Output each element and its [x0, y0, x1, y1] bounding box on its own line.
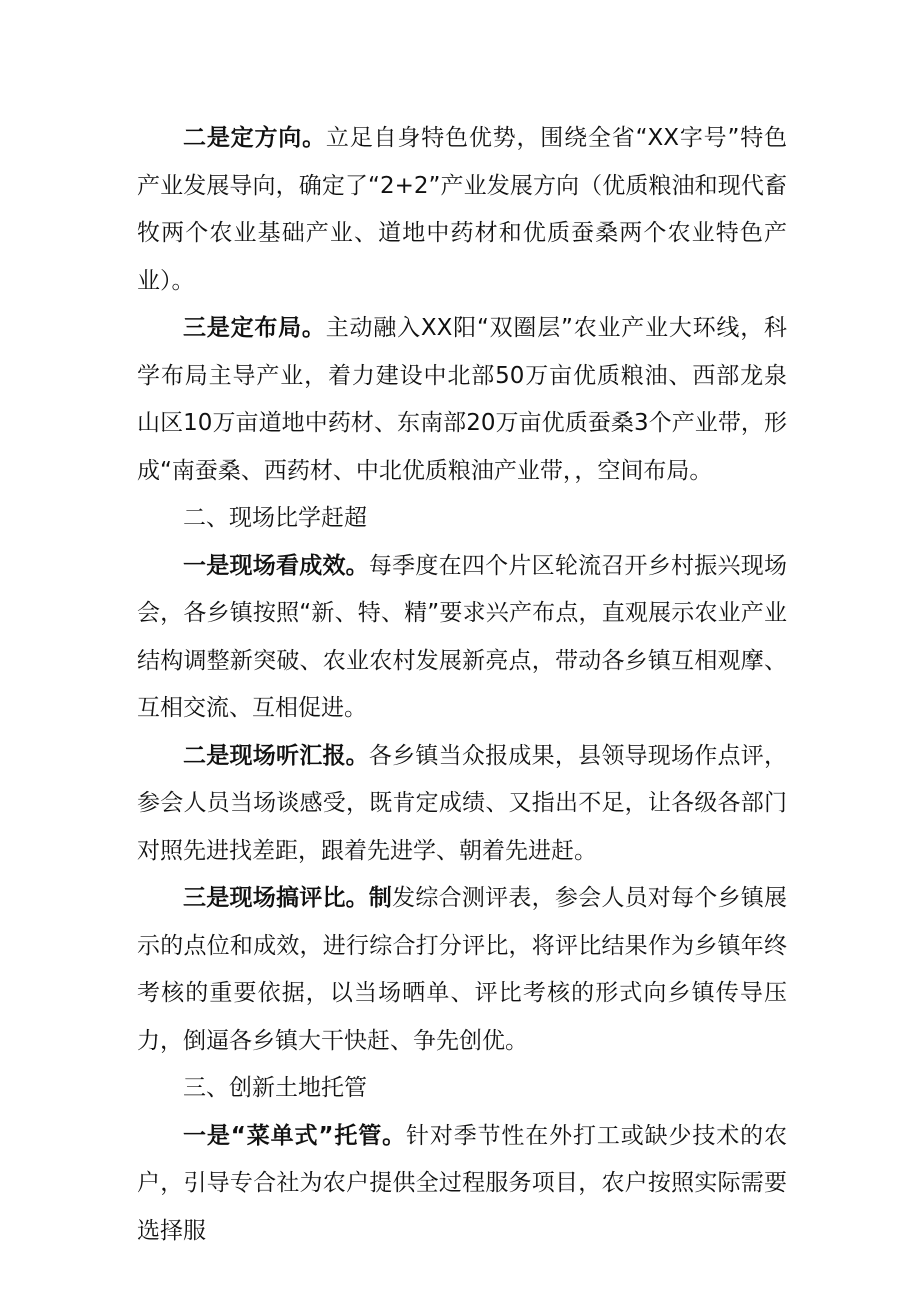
paragraph-lead: 一是“菜单式”托管。 [183, 1122, 406, 1149]
paragraph-text: 针对季节性在外打工或缺少技术的农户，引导专合社为农户提供全过程服务项目，农户按照实际需要选择服 [137, 1122, 788, 1244]
paragraph-text: 每季度在四个片区轮流召开乡村振兴现场会，各乡镇按照“新、特、精”要求兴产布点，直观展示农业产业结构调整新突破、农业农村发展新亮点，带动各乡镇互相观摩、互相交流、互相促进。 [137, 552, 788, 721]
section-heading-onsite-comparison [137, 495, 787, 543]
paragraph-lead: 二是定方向。 [183, 125, 326, 151]
paragraph-onsite-evaluation [137, 875, 787, 1065]
paragraph-text: 各乡镇当众报成果，县领导现场作点评，参会人员当场谈感受，既肯定成绩、又指出不足，让各级各部门对照先进找差距，跟着先进学、朝着先进赶。 [137, 742, 788, 864]
paragraph-text: 立足自身特色优势，围绕全省“XX字号”特色产业发展导向，确定了“2+2”产业发展方向（优质粮油和现代畜牧两个农业基础产业、道地中药材和优质蚕桑两个农业特色产业）。 [137, 125, 788, 294]
paragraph-text: 二、现场比学赶超 [183, 505, 367, 531]
document-body [137, 115, 787, 1255]
paragraph-text: 主动融入XX阳“双圈层”农业产业大环线，科学布局主导产业，着力建设中北部50万亩优质粮油、西部龙泉山区10万亩道地中药材、东南部20万亩优质蚕桑3个产业带，形成“南蚕桑、西药材、中北优质粮油产业带，，空间布局。 [137, 315, 788, 484]
paragraph-text: 三、创新土地托管 [183, 1075, 367, 1101]
paragraph-define-direction [137, 115, 787, 305]
paragraph-lead: 二是现场听汇报。 [183, 742, 369, 769]
paragraph-lead: 三是现场搞评比。制 [183, 885, 393, 911]
paragraph-lead: 三是定布局。 [183, 315, 326, 341]
paragraph-define-layout [137, 305, 787, 495]
paragraph-lead: 一是现场看成效。 [183, 552, 369, 579]
section-heading-land-trusteeship [137, 1065, 787, 1113]
paragraph-onsite-results [137, 543, 787, 733]
paragraph-menu-trusteeship [137, 1113, 787, 1256]
paragraph-onsite-report [137, 733, 787, 876]
paragraph-text: 发综合测评表，参会人员对每个乡镇展示的点位和成效，进行综合打分评比，将评比结果作为乡镇年终考核的重要依据，以当场晒单、评比考核的形式向乡镇传导压力，倒逼各乡镇大干快赶、争先创优。 [137, 885, 788, 1054]
